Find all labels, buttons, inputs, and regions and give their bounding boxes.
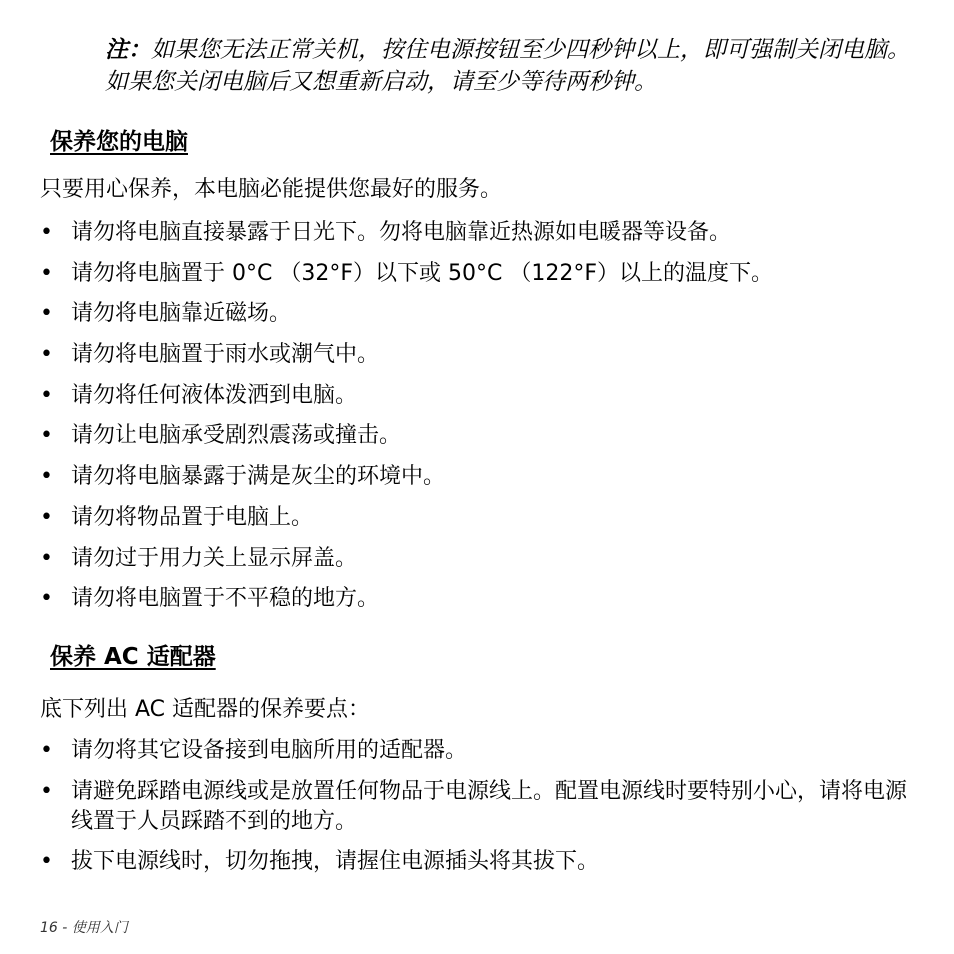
bullet-icon: • (40, 778, 53, 804)
bullet-icon: • (40, 504, 53, 530)
list-item-text: 请勿将电脑置于 0°C （32°F）以下或 50°C （122°F）以上的温度下。 (71, 260, 773, 286)
list-item-text: 请勿将其它设备接到电脑所用的适配器。 (71, 738, 468, 763)
list-item (40, 462, 920, 492)
bullet-icon: • (40, 260, 53, 286)
list-item-text: 请勿让电脑承受剧烈震荡或撞击。 (71, 423, 402, 449)
list-item-text: 请勿将电脑置于雨水或潮气中。 (71, 342, 380, 368)
section-intro-pc-care: 只要用心保养，本电脑必能提供您最好的服务。 (40, 177, 503, 202)
page-footer: 16 - 使用入门 (40, 920, 128, 936)
bullet-icon: • (40, 342, 53, 368)
list-item (40, 421, 920, 451)
bullet-icon: • (40, 545, 53, 571)
list-item (40, 218, 920, 248)
note-text: 如果您无法正常关机，按住电源按钮至少四秒钟以上，即可强制关闭电脑。如果您关闭电脑后又想重新启动，请至少等待两秒钟。 (105, 37, 910, 95)
list-item (40, 777, 920, 837)
list-item-text: 请勿将电脑暴露于满是灰尘的环境中。 (71, 464, 446, 490)
list-item (40, 299, 920, 329)
list-item (40, 544, 920, 574)
list-item (40, 340, 920, 370)
bullet-icon: • (40, 423, 53, 449)
list-item (40, 381, 920, 411)
list-item-text: 请勿将电脑置于不平稳的地方。 (71, 586, 380, 612)
list-item (40, 736, 920, 766)
section-intro-ac-adapter: 底下列出 AC 适配器的保养要点： (40, 697, 371, 722)
bullet-icon: • (40, 586, 53, 612)
list-item-text: 请避免踩踏电源线或是放置任何物品于电源线上。配置电源线时要特别小心，请将电源线置于人员踩踏不到的地方。 (71, 778, 908, 834)
bullet-icon: • (40, 464, 53, 490)
section-heading-pc-care: 保养您的电脑 (50, 129, 188, 155)
bullet-icon: • (40, 301, 53, 327)
list-item (40, 503, 920, 533)
ac-adapter-list (40, 736, 920, 888)
section-heading-ac-adapter: 保养 AC 适配器 (50, 644, 216, 670)
list-item (40, 259, 920, 289)
note-label: 注： (105, 37, 151, 63)
bullet-icon: • (40, 738, 53, 763)
list-item-text: 请勿过于用力关上显示屏盖。 (71, 545, 358, 571)
bullet-icon: • (40, 849, 53, 875)
list-item-text: 请勿将任何液体泼洒到电脑。 (71, 382, 358, 408)
list-item (40, 584, 920, 614)
list-item-text: 拔下电源线时，切勿拖拽，请握住电源插头将其拔下。 (71, 849, 600, 875)
list-item-text: 请勿将电脑靠近磁场。 (71, 301, 292, 327)
list-item (40, 847, 920, 877)
list-item-text: 请勿将电脑直接暴露于日光下。勿将电脑靠近热源如电暖器等设备。 (71, 220, 732, 245)
pc-care-list (40, 218, 920, 625)
bullet-icon: • (40, 382, 53, 408)
bullet-icon: • (40, 220, 53, 245)
note-paragraph (105, 34, 925, 98)
list-item-text: 请勿将物品置于电脑上。 (71, 504, 314, 530)
